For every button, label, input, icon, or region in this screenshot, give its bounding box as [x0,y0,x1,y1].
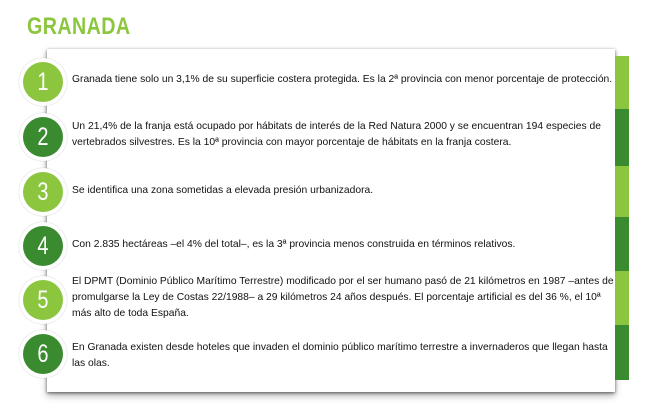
item-text-5: El DPMT (Dominio Público Marítimo Terrestre) modificado por el ser humano pasó de 21 kilómetros en 1987 –antes de promulgarse la Ley de Costas 22/1988– a 29 kilómetros 24 años después. El porcentaje artificial es del 36 %, el 10ª más alto de toda España. [72,276,614,319]
item-number: 3 [37,177,49,206]
side-bar-segment-3 [615,166,629,217]
number-badge-6 [19,330,67,378]
number-badge-5 [19,276,67,324]
item-text-6: En Granada existen desde hoteles que invaden el dominio público marítimo terrestre a invernaderos que llegan hasta las olas. [72,342,608,369]
side-bar-segment-6 [615,325,629,380]
item-text-3: Se identifica una zona sometidas a elevada presión urbanizadora. [72,185,374,196]
item-number: 6 [37,339,49,368]
item-text-1: Granada tiene solo un 3,1% de su superficie costera protegida. Es la 2ª provincia con menor porcentaje de protección. [72,74,613,85]
item-text-4: Con 2.835 hectáreas –el 4% del total–, es la 3ª provincia menos construida en términos relativos. [72,239,516,250]
item-number: 5 [37,285,49,314]
item-number: 1 [37,67,49,96]
number-badge-2 [19,113,67,161]
side-bar-segment-4 [615,217,629,271]
item-number: 2 [37,122,49,151]
item-text-2: Un 21,4% de la franja está ocupado por hábitats de interés de la Red Natura 2000 y se encuentran 194 especies de vertebrados silvestres. Es la 10ª provincia con mayor porcentaje de hábitats en la franja costera. [72,121,601,148]
number-badge-4 [19,222,67,270]
side-bar-segment-5 [615,271,629,325]
side-bar-segment-1 [615,56,629,109]
item-number: 4 [37,231,49,260]
number-badge-1 [19,58,67,106]
side-bar-segment-2 [615,109,629,166]
number-badge-3 [19,168,67,216]
page-title: GRANADA [27,13,131,40]
